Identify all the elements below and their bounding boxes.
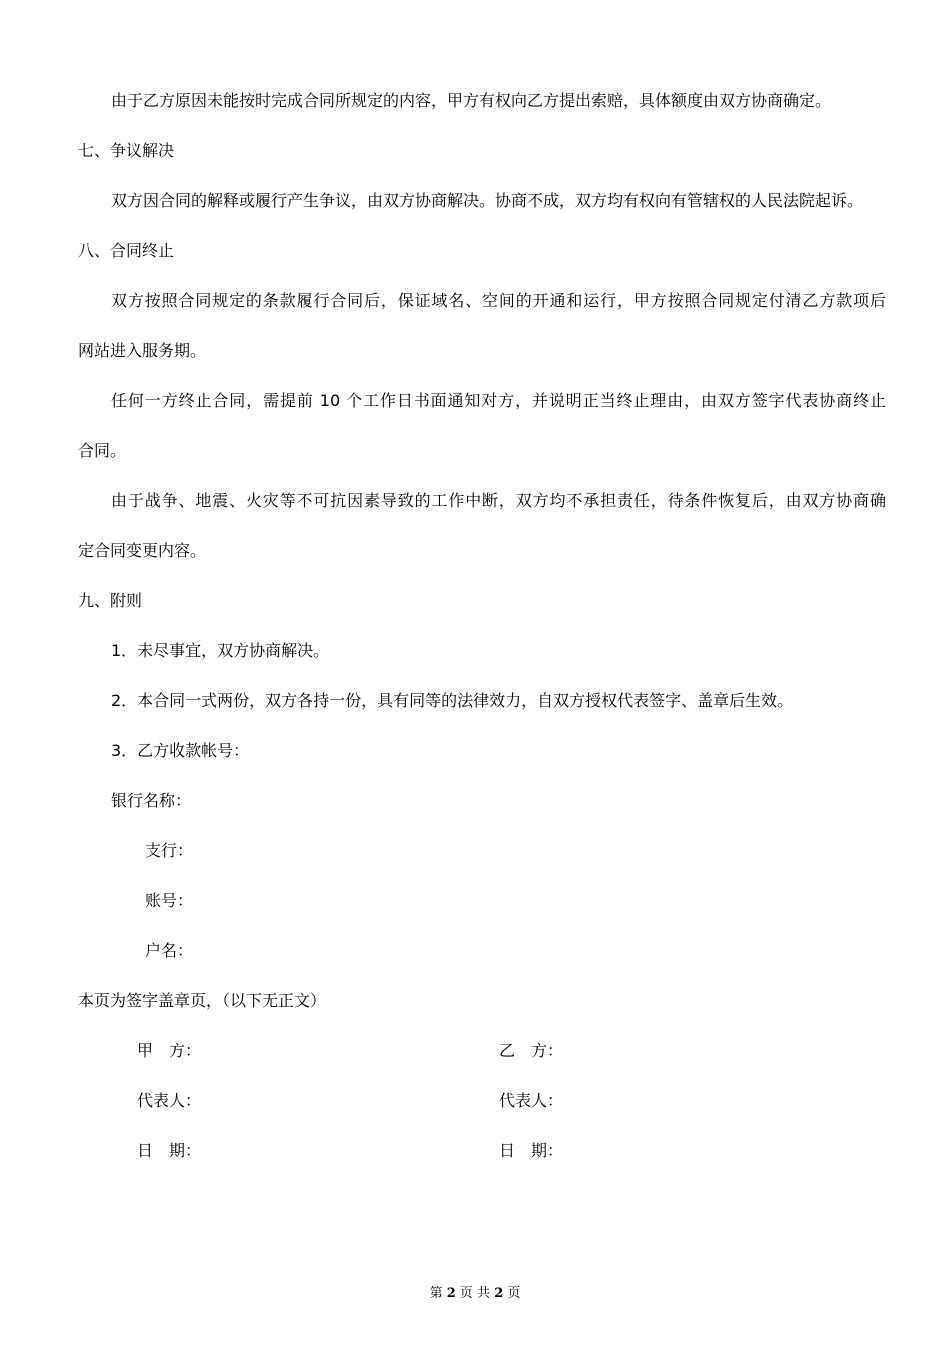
party-a-date-label: 日 期： <box>137 1141 202 1160</box>
party-a-representative-label: 代表人： <box>137 1091 202 1110</box>
footer-suffix: 页 <box>507 1286 521 1301</box>
clause-termination-2-line-2: 合同。 <box>78 441 127 460</box>
appendix-item-3: 3．乙方收款帐号： <box>111 741 250 760</box>
account-number-label: 账号： <box>145 891 194 910</box>
signature-page-note: 本页为签字盖章页，（以下无正文） <box>78 991 327 1010</box>
clause-force-majeure-line-2: 定合同变更内容。 <box>78 541 207 560</box>
footer-prefix: 第 <box>429 1286 443 1301</box>
section-7-heading: 七、争议解决 <box>78 141 175 160</box>
clause-termination-2-line-1: 任何一方终止合同，需提前 10 个工作日书面通知对方，并说明正当终止理由，由双方签字代表协商终止 <box>111 391 886 410</box>
branch-label: 支行： <box>145 841 194 860</box>
bank-name-label: 银行名称： <box>111 791 192 810</box>
clause-termination-1-line-2: 网站进入服务期。 <box>78 341 207 360</box>
section-8-heading: 八、合同终止 <box>78 241 175 260</box>
footer-current-page: 2 <box>446 1286 456 1301</box>
account-holder-label: 户名： <box>145 941 194 960</box>
party-b-date-label: 日 期： <box>499 1141 564 1160</box>
clause-claim-paragraph: 由于乙方原因未能按时完成合同所规定的内容，甲方有权向乙方提出索赔，具体额度由双方协商确定。 <box>111 91 832 110</box>
footer-total-pages: 2 <box>494 1286 504 1301</box>
party-a-label: 甲 方： <box>137 1041 202 1060</box>
page-footer <box>0 1285 950 1303</box>
footer-middle: 页 共 <box>459 1286 491 1301</box>
section-9-heading: 九、附则 <box>78 591 143 610</box>
party-b-representative-label: 代表人： <box>499 1091 564 1110</box>
clause-force-majeure-line-1: 由于战争、地震、火灾等不可抗因素导致的工作中断，双方均不承担责任，待条件恢复后，由双方协商确 <box>111 491 886 510</box>
clause-dispute-paragraph: 双方因合同的解释或履行产生争议，由双方协商解决。协商不成，双方均有权向有管辖权的人民法院起诉。 <box>111 191 864 210</box>
party-b-label: 乙 方： <box>499 1041 564 1060</box>
clause-termination-1-line-1: 双方按照合同规定的条款履行合同后，保证域名、空间的开通和运行，甲方按照合同规定付清乙方款项后 <box>111 291 886 310</box>
appendix-item-1: 1．未尽事宜，双方协商解决。 <box>111 641 330 660</box>
appendix-item-2: 2．本合同一式两份，双方各持一份，具有同等的法律效力，自双方授权代表签字、盖章后生效。 <box>111 691 794 710</box>
